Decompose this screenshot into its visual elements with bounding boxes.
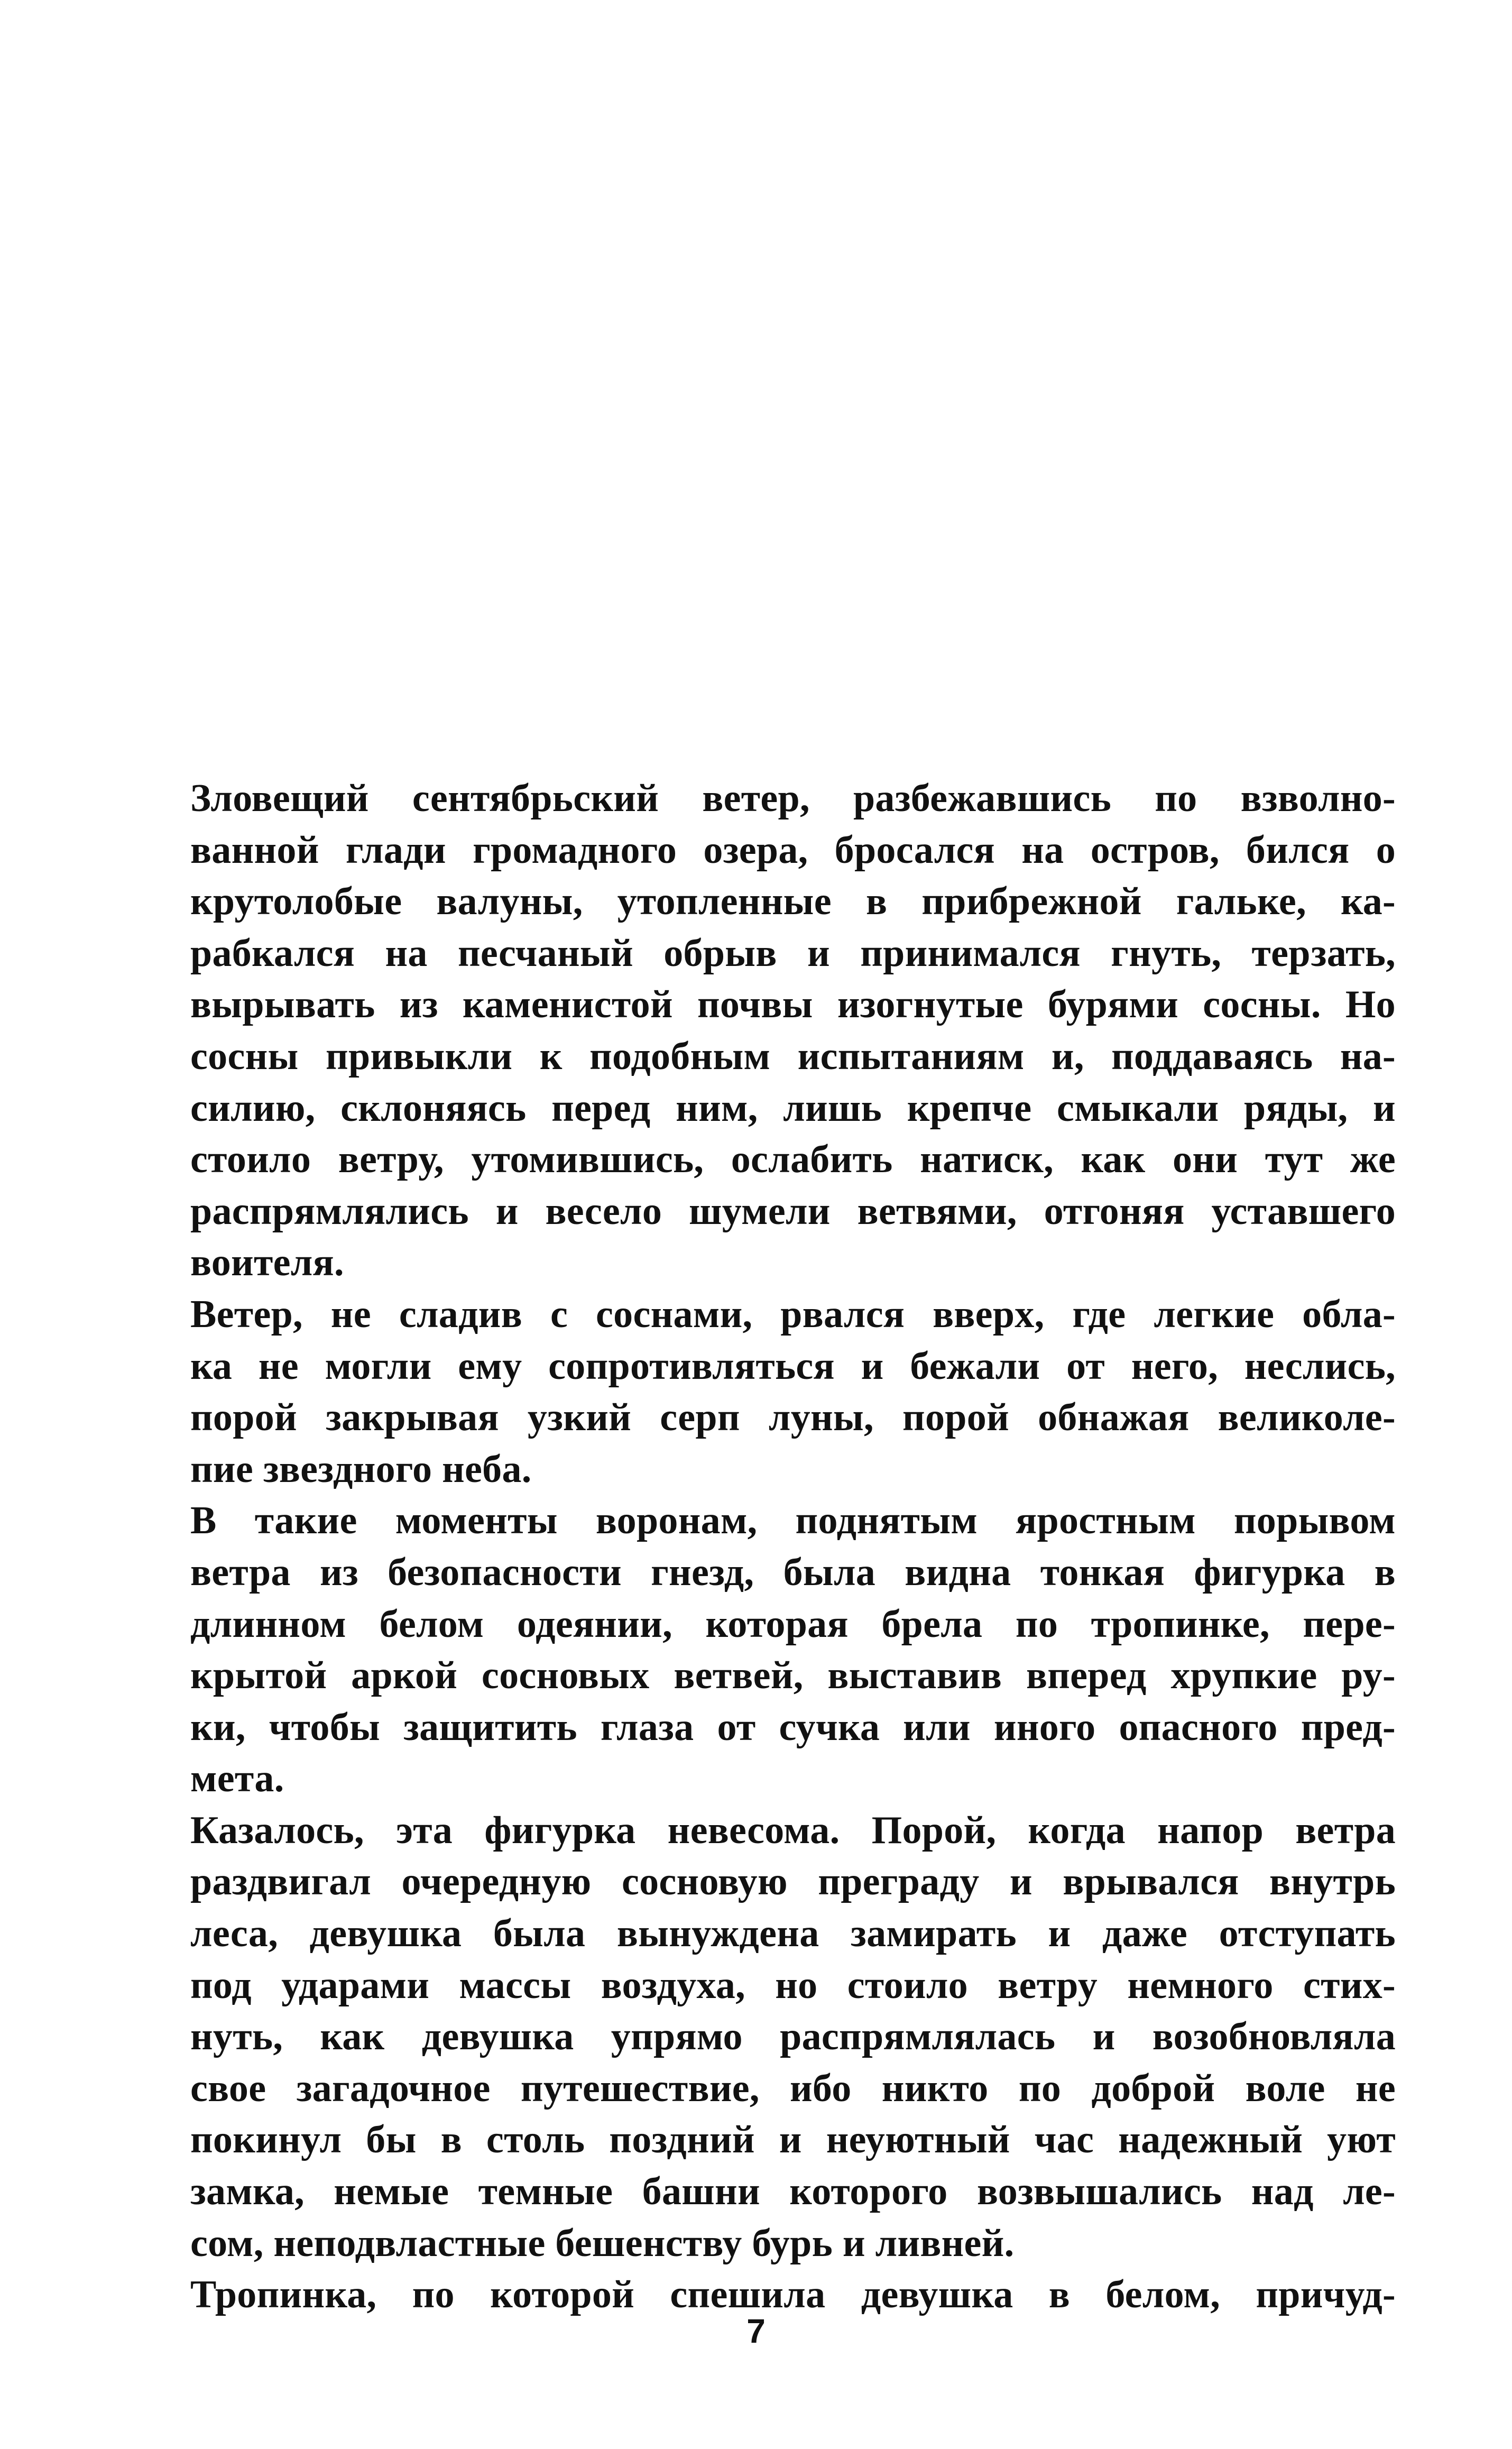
text-line: свое загадочное путешествие, ибо никто по доброй воле не — [190, 2066, 1396, 2110]
text-line: Тропинка, по которой спешила девушка в белом, причуд- — [190, 2273, 1396, 2317]
paragraph — [190, 773, 1396, 1289]
text-line: ки, чтобы защитить глаза от сучка или иного опасного пред- — [190, 1705, 1396, 1749]
text-line: Зловещий сентябрьский ветер, разбежавшись по взволно- — [190, 777, 1396, 820]
text-line: нуть, как девушка упрямо распрямлялась и возобновляла — [190, 2015, 1396, 2059]
text-line: распрямлялись и весело шумели ветвями, отгоняя уставшего — [190, 1189, 1396, 1233]
text-line: длинном белом одеянии, которая брела по тропинке, пере- — [190, 1602, 1396, 1646]
text-line: ка не могли ему сопротивляться и бежали от него, неслись, — [190, 1344, 1396, 1388]
text-line: Ветер, не сладив с соснами, рвался вверх, где легкие обла- — [190, 1292, 1396, 1336]
text-line: крытой аркой сосновых ветвей, выставив вперед хрупкие ру- — [190, 1654, 1396, 1698]
text-line: мета. — [190, 1757, 284, 1801]
text-line: замка, немые темные башни которого возвышались над ле- — [190, 2170, 1396, 2214]
text-line: стоило ветру, утомившись, ослабить натиск, как они тут же — [190, 1138, 1396, 1182]
text-line: рабкался на песчаный обрыв и принимался гнуть, терзать, — [190, 931, 1396, 975]
text-line: Казалось, эта фигурка невесома. Порой, когда напор ветра — [190, 1808, 1396, 1852]
text-line: леса, девушка была вынуждена замирать и даже отступать — [190, 1912, 1396, 1956]
text-line: порой закрывая узкий серп луны, порой обнажая великоле- — [190, 1396, 1396, 1440]
text-line: крутолобые валуны, утопленные в прибрежной гальке, ка- — [190, 880, 1396, 924]
text-line: В такие моменты воронам, поднятым яростным порывом — [190, 1499, 1396, 1543]
paragraph — [190, 1289, 1396, 1495]
page-number: 7 — [746, 2312, 766, 2350]
paragraph — [190, 1805, 1396, 2269]
text-line: сосны привыкли к подобным испытаниям и, поддаваясь на- — [190, 1034, 1396, 1078]
body-text — [190, 773, 1396, 2321]
text-line: пие звездного неба. — [190, 1447, 532, 1491]
text-line: силию, склоняясь перед ним, лишь крепче смыкали ряды, и — [190, 1086, 1396, 1130]
text-line: под ударами массы воздуха, но стоило ветру немного стих- — [190, 1963, 1396, 2007]
text-line: вырывать из каменистой почвы изогнутые бурями сосны. Но — [190, 983, 1396, 1027]
text-line: сом, неподвластные бешенству бурь и ливней. — [190, 2221, 1015, 2265]
text-line: раздвигал очередную сосновую преграду и врывался внутрь — [190, 1860, 1396, 1904]
text-line: ветра из безопасности гнезд, была видна тонкая фигурка в — [190, 1550, 1396, 1594]
text-line: воителя. — [190, 1241, 344, 1285]
paragraph — [190, 1495, 1396, 1805]
text-line: ванной глади громадного озера, бросался на остров, бился о — [190, 828, 1396, 872]
text-line: покинул бы в столь поздний и неуютный час надежный уют — [190, 2118, 1396, 2162]
